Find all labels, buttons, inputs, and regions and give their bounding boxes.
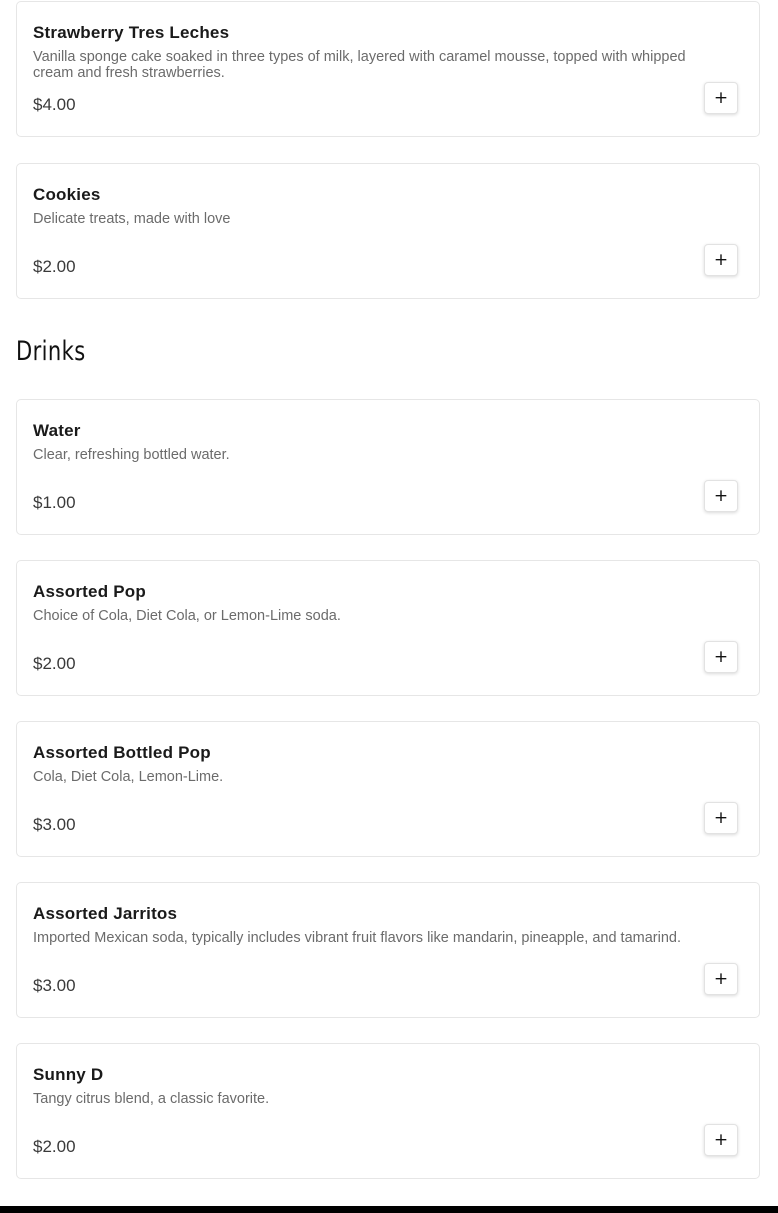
add-item-button[interactable] [704, 480, 738, 512]
menu-item-card[interactable] [16, 721, 760, 857]
item-description: Vanilla sponge cake soaked in three types of milk, layered with caramel mousse, topped with whipped cream and fresh strawberries. [33, 49, 686, 81]
item-price: $2.00 [33, 257, 76, 276]
plus-icon: + [713, 485, 729, 506]
item-price: $3.00 [33, 815, 76, 834]
item-description: Choice of Cola, Diet Cola, or Lemon-Lime soda. [33, 608, 341, 624]
item-name: Sunny D [33, 1065, 104, 1084]
menu-item-card[interactable] [16, 882, 760, 1018]
item-description: Clear, refreshing bottled water. [33, 447, 230, 463]
plus-icon: + [713, 807, 729, 828]
item-name: Water [33, 421, 81, 440]
item-name: Strawberry Tres Leches [33, 23, 230, 42]
item-price: $4.00 [33, 95, 76, 114]
menu-item-card[interactable] [16, 1, 760, 137]
item-description: Delicate treats, made with love [33, 211, 231, 227]
menu-item-card[interactable] [16, 399, 760, 535]
add-item-button[interactable] [704, 1124, 738, 1156]
item-price: $3.00 [33, 976, 76, 995]
bottom-bar [0, 1206, 778, 1213]
item-description: Cola, Diet Cola, Lemon-Lime. [33, 769, 224, 785]
menu-item-card[interactable] [16, 163, 760, 299]
section-heading-drinks: Drinks [16, 336, 86, 367]
add-item-button[interactable] [704, 641, 738, 673]
plus-icon: + [713, 646, 729, 667]
plus-icon: + [713, 249, 729, 270]
plus-icon: + [713, 1129, 729, 1150]
item-name: Assorted Bottled Pop [33, 743, 211, 762]
plus-icon: + [713, 87, 729, 108]
item-description: Tangy citrus blend, a classic favorite. [33, 1091, 270, 1107]
item-price: $1.00 [33, 493, 76, 512]
item-name: Assorted Jarritos [33, 904, 178, 923]
item-name: Cookies [33, 185, 101, 204]
add-item-button[interactable] [704, 244, 738, 276]
item-name: Assorted Pop [33, 582, 146, 601]
menu-item-card[interactable] [16, 560, 760, 696]
item-price: $2.00 [33, 1137, 76, 1156]
item-price: $2.00 [33, 654, 76, 673]
item-description: Imported Mexican soda, typically includes vibrant fruit flavors like mandarin, pineapple, and tamarind. [33, 930, 681, 946]
menu-item-card[interactable] [16, 1043, 760, 1179]
add-item-button[interactable] [704, 802, 738, 834]
plus-icon: + [713, 968, 729, 989]
add-item-button[interactable] [704, 963, 738, 995]
add-item-button[interactable] [704, 82, 738, 114]
